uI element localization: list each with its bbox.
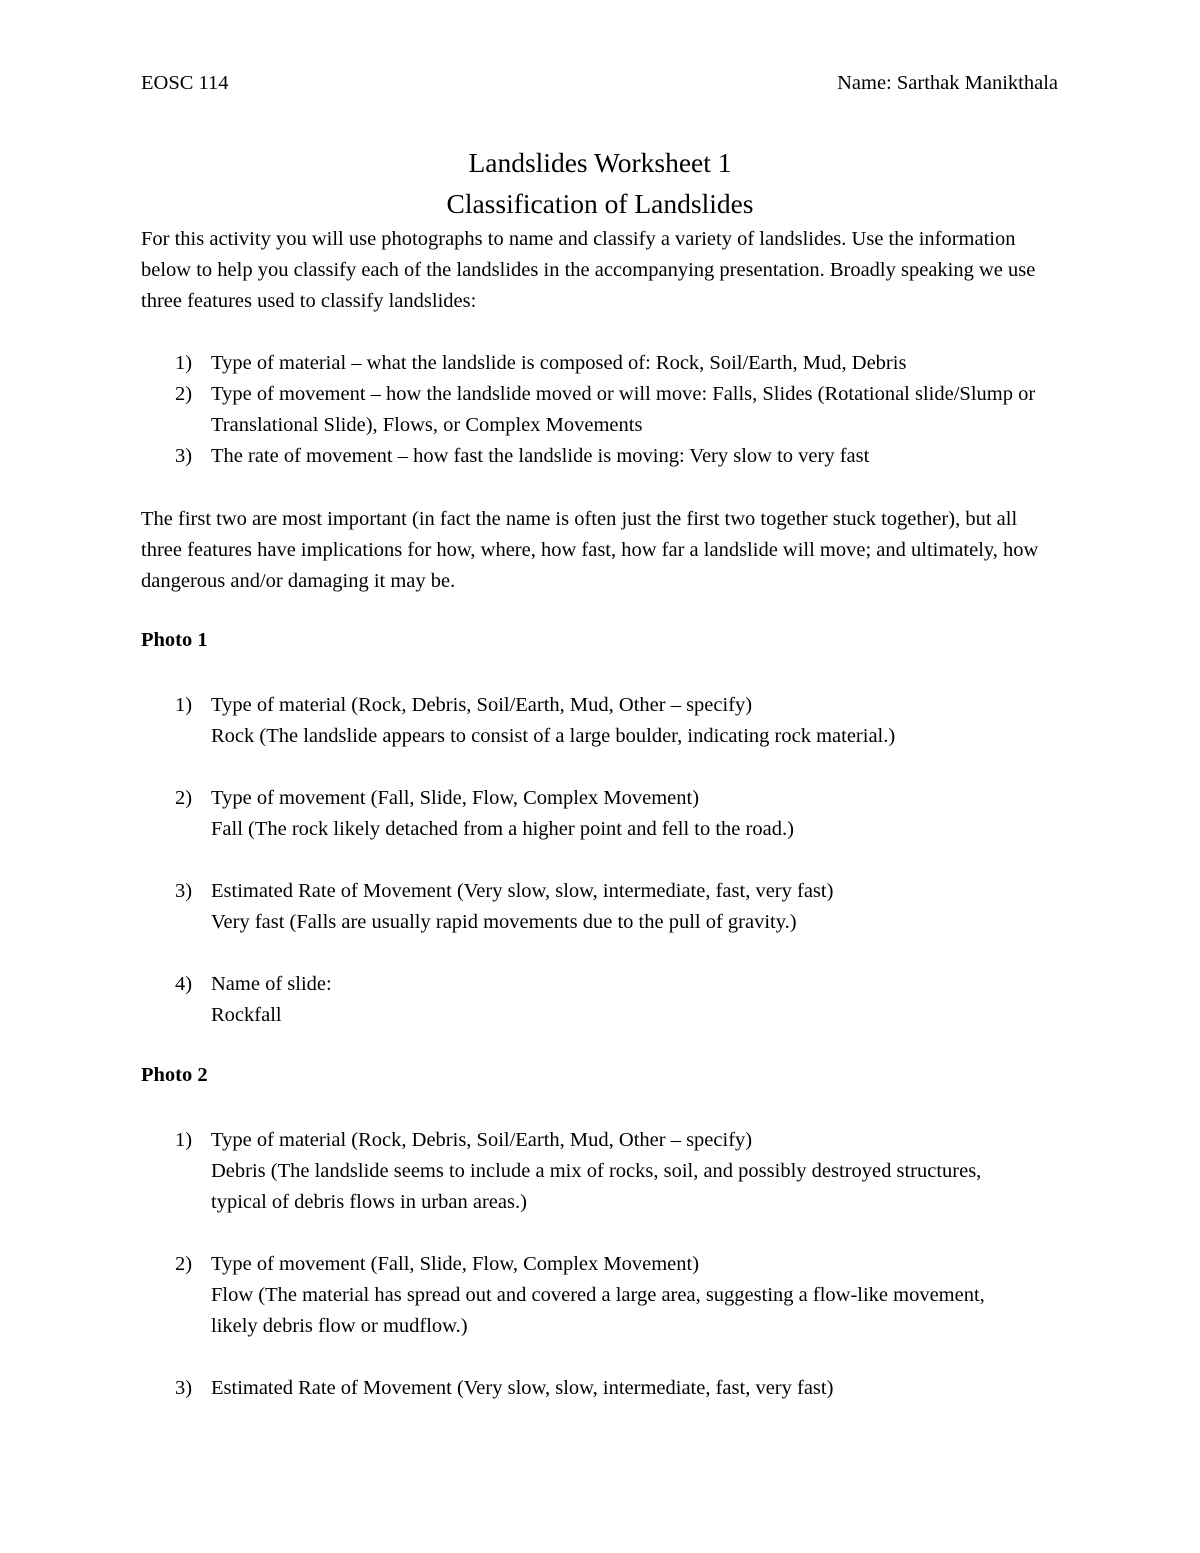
question-text: Estimated Rate of Movement (Very slow, slow, intermediate, fast, very fast) — [211, 1377, 834, 1399]
intro-paragraph: For this activity you will use photographs to name and classify a variety of landslides. Use the information below to help you classify each of the landslides in the accompanying presentation. Broadly speaking we use three features used to classify landslides: — [141, 228, 1036, 312]
answer-text: Very fast (Falls are usually rapid movements due to the pull of gravity.) — [211, 911, 797, 933]
course-code: EOSC 114 — [141, 72, 229, 94]
feature-list — [141, 348, 1061, 472]
question-text: Estimated Rate of Movement (Very slow, slow, intermediate, fast, very fast) — [211, 880, 834, 902]
page-header — [141, 72, 1058, 102]
question-text: Type of movement (Fall, Slide, Flow, Complex Movement) — [211, 787, 700, 809]
photo2-question-1: 1) Type of material (Rock, Debris, Soil/Earth, Mud, Other – specify) Debris (The landslide seems to include a mix of rocks, soil, and possibly destroyed structures, typical of debris flows in urban areas.) — [141, 1125, 1061, 1218]
photo1-heading: Photo 1 — [141, 629, 208, 651]
importance-paragraph: The first two are most important (in fact the name is often just the first two together stuck together), but all three features have implications for how, where, how fast, how far a landslide will move; and ultimately, how dangerous and/or damaging it may be. — [141, 508, 1039, 592]
photo1-question-4: 4) Name of slide: Rockfall — [141, 969, 1061, 1031]
list-item: 3) The rate of movement – how fast the landslide is moving: Very slow to very fast — [175, 445, 870, 467]
photo1-question-1: 1) Type of material (Rock, Debris, Soil/Earth, Mud, Other – specify) Rock (The landslide appears to consist of a large boulder, indicating rock material.) — [141, 690, 1061, 752]
photo2-question-3: 3) Estimated Rate of Movement (Very slow, slow, intermediate, fast, very fast) — [141, 1373, 1061, 1404]
photo1-question-3: 3) Estimated Rate of Movement (Very slow, slow, intermediate, fast, very fast) Very fast (Falls are usually rapid movements due to the pull of gravity.) — [141, 876, 1061, 938]
question-text: Type of material (Rock, Debris, Soil/Earth, Mud, Other – specify) — [211, 1129, 753, 1151]
list-item: 2) Type of movement – how the landslide moved or will move: Falls, Slides (Rotational slide/Slump or Translational Slide), Flows, or Complex Movements — [175, 383, 1036, 436]
photo2-heading: Photo 2 — [141, 1064, 208, 1086]
student-name: Name: Sarthak Manikthala — [837, 72, 1058, 94]
answer-text: Flow (The material has spread out and covered a large area, suggesting a flow-like movement, likely debris flow or mudflow.) — [211, 1284, 985, 1337]
answer-text: Debris (The landslide seems to include a mix of rocks, soil, and possibly destroyed structures, typical of debris flows in urban areas.) — [211, 1160, 982, 1213]
answer-text: Rock (The landslide appears to consist of a large boulder, indicating rock material.) — [211, 725, 896, 747]
question-text: Type of material (Rock, Debris, Soil/Earth, Mud, Other – specify) — [211, 694, 753, 716]
photo2-question-2: 2) Type of movement (Fall, Slide, Flow, Complex Movement) Flow (The material has spread out and covered a large area, suggesting a flow-like movement, likely debris flow or mudflow.) — [141, 1249, 1061, 1342]
question-text: Name of slide: — [211, 973, 332, 995]
answer-text: Rockfall — [211, 1004, 282, 1026]
question-text: Type of movement (Fall, Slide, Flow, Complex Movement) — [211, 1253, 700, 1275]
answer-text: Fall (The rock likely detached from a higher point and fell to the road.) — [211, 818, 794, 840]
photo1-question-2: 2) Type of movement (Fall, Slide, Flow, Complex Movement) Fall (The rock likely detached from a higher point and fell to the road.) — [141, 783, 1061, 845]
worksheet-subtitle: Classification of Landslides — [446, 188, 754, 219]
worksheet-title: Landslides Worksheet 1 — [468, 147, 732, 178]
list-item: 1) Type of material – what the landslide is composed of: Rock, Soil/Earth, Mud, Debris — [175, 352, 907, 374]
